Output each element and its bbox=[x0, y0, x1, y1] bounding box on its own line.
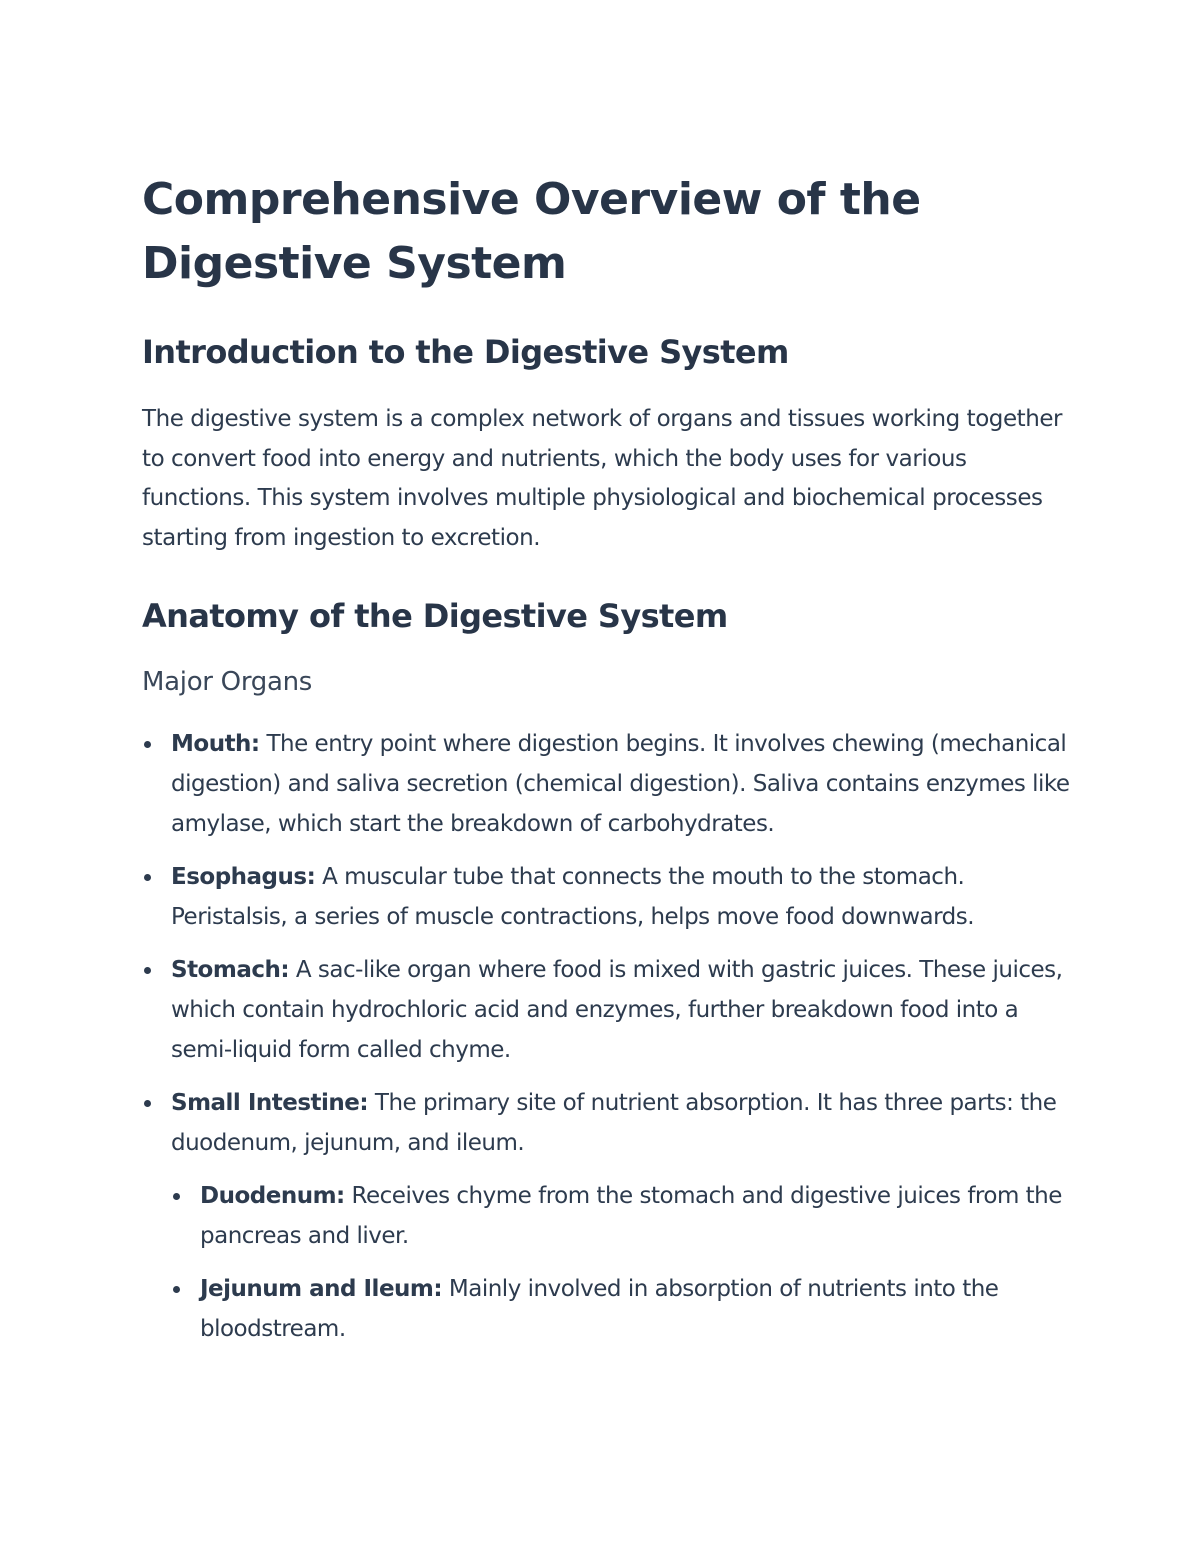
list-item-text: A sac-like organ where food is mixed with gastric juices. These juices, which contain hydrochloric acid and enzymes, further breakdown food into a semi-liquid form called chyme. bbox=[171, 957, 1063, 1063]
list-item-text: A muscular tube that connects the mouth to the stomach. Peristalsis, a series of muscle contractions, helps move food downwards. bbox=[171, 864, 975, 930]
list-item-mouth bbox=[142, 724, 1072, 844]
list-item-term: Esophagus: bbox=[171, 864, 316, 890]
list-item-text: Mainly involved in absorption of nutrients into the bloodstream. bbox=[200, 1276, 999, 1342]
intro-heading: Introduction to the Digestive System bbox=[142, 333, 789, 371]
document-page bbox=[142, 168, 1072, 1362]
organ-list bbox=[142, 724, 1072, 1349]
page-title: Comprehensive Overview of the Digestive System bbox=[142, 174, 921, 289]
major-organs-heading: Major Organs bbox=[142, 667, 313, 697]
list-item-text: Receives chyme from the stomach and digestive juices from the pancreas and liver. bbox=[200, 1183, 1062, 1249]
list-item-term: Duodenum: bbox=[200, 1183, 345, 1209]
anatomy-heading: Anatomy of the Digestive System bbox=[142, 597, 728, 635]
intro-paragraph: The digestive system is a complex network of organs and tissues working together to convert food into energy and nutrients, which the body uses for various functions. This system involves multiple physiological and biochemical processes starting from ingestion to excretion. bbox=[142, 406, 1063, 551]
sublist-item-jejunum-ileum bbox=[171, 1269, 1072, 1349]
list-item-text: The entry point where digestion begins. It involves chewing (mechanical digestion) and saliva secretion (chemical digestion). Saliva contains enzymes like amylase, which start the breakdown of carbohydrates. bbox=[171, 731, 1070, 837]
list-item-text: The primary site of nutrient absorption. It has three parts: the duodenum, jejunum, and ileum. bbox=[171, 1090, 1057, 1156]
list-item-term: Stomach: bbox=[171, 957, 290, 983]
small-intestine-sublist bbox=[171, 1176, 1072, 1349]
list-item-small-intestine bbox=[142, 1083, 1072, 1349]
list-item-term: Mouth: bbox=[171, 731, 260, 757]
list-item-esophagus bbox=[142, 857, 1072, 937]
list-item-term: Small Intestine: bbox=[171, 1090, 369, 1116]
sublist-item-duodenum bbox=[171, 1176, 1072, 1256]
list-item-term: Jejunum and Ileum: bbox=[200, 1276, 443, 1302]
list-item-stomach bbox=[142, 950, 1072, 1070]
